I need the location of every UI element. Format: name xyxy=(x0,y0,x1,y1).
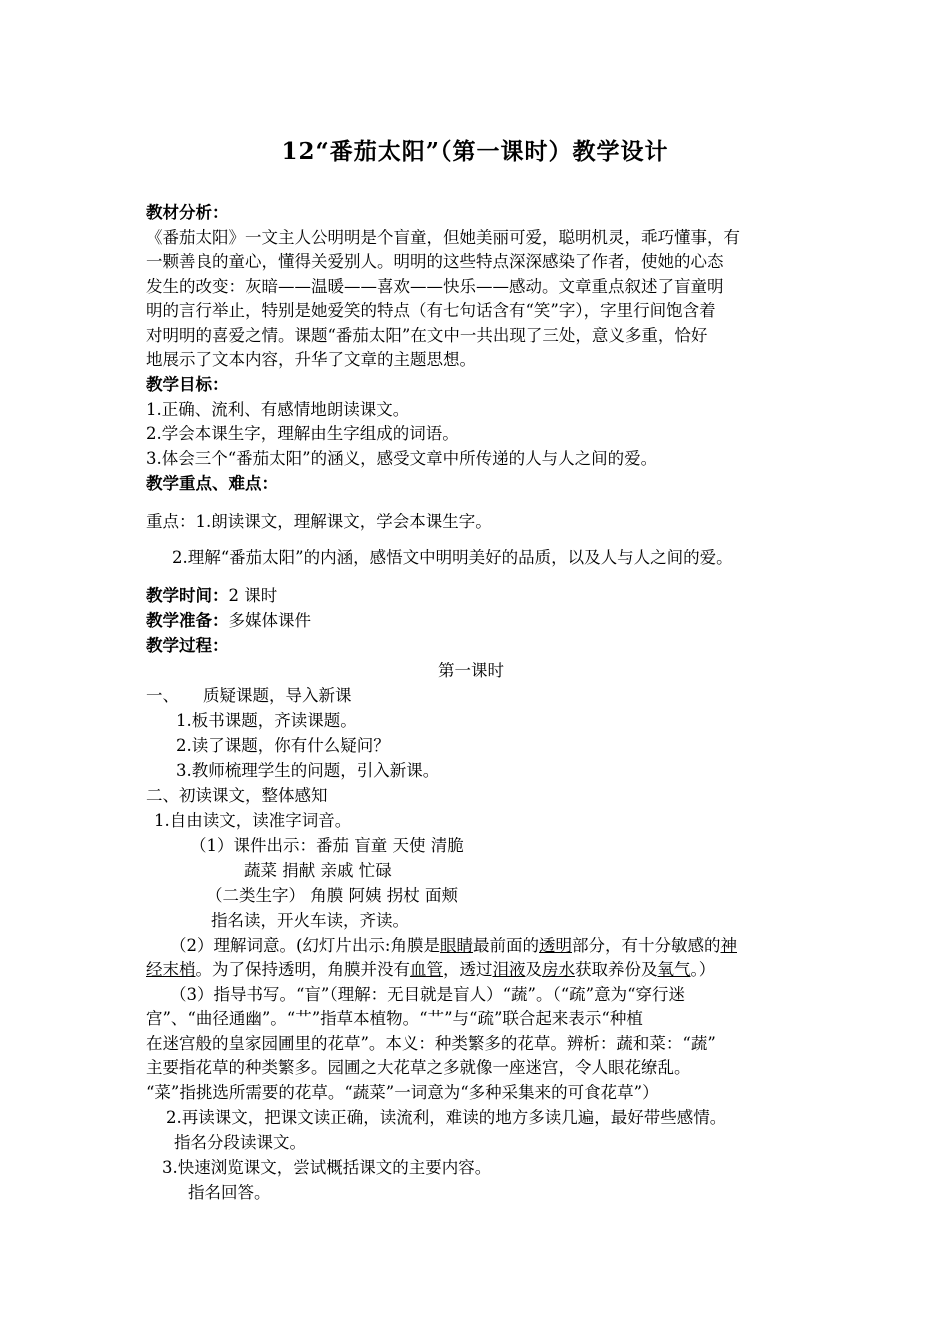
underlined-term: 房水 xyxy=(542,960,575,979)
definition-line xyxy=(146,958,715,982)
document-title: 12“番茄太阳”（第一课时）教学设计 xyxy=(281,138,669,165)
definition-text: （2）理解词意。(幻灯片出示:角膜是 xyxy=(170,936,440,955)
underlined-term: 眼睛 xyxy=(440,936,473,955)
reading-note: 指名读，开火车读，齐读。 xyxy=(211,911,409,930)
definition-text: 部分，有十分敏感的 xyxy=(572,936,721,955)
writing-guide-line: 宫”、“曲径通幽”。“艹”指草本植物。“艹”与“疏”联合起来表示“种植 xyxy=(146,1009,643,1028)
reading-note: 指名分段读课文。 xyxy=(174,1133,306,1152)
goal-item: 1.正确、流利、有感情地朗读课文。 xyxy=(146,400,410,419)
writing-guide-line: “菜”指挑选所需要的花草。“蔬菜”一词意为“多种采集来的可食花草”） xyxy=(146,1083,659,1102)
writing-guide-line: （3）指导书写。“盲”（理解：无目就是盲人）“蔬”。（“疏”意为“穿行迷 xyxy=(170,985,686,1004)
definition-text: 。） xyxy=(690,960,716,979)
analysis-line: 明的言行举止，特别是她爱笑的特点（有七句话含有“笑”字），字里行间饱含着 xyxy=(146,301,716,320)
definition-text: 获取养份及 xyxy=(575,960,658,979)
writing-guide-line: 主要指花草的种类繁多。园圃之大花草之多就像一座迷宫，令人眼花缭乱。 xyxy=(146,1058,691,1077)
section-two-item: 3.快速浏览课文，尝试概括课文的主要内容。 xyxy=(162,1158,492,1177)
section-one-item: 2.读了课题，你有什么疑问？ xyxy=(176,736,390,755)
writing-guide-line: 在迷宫般的皇家园圃里的花草”。本义：种类繁多的花草。辨析：蔬和菜：“蔬” xyxy=(146,1034,716,1053)
definition-text: 最前面的 xyxy=(473,936,539,955)
key-point-line: 2.理解“番茄太阳”的内涵，感悟文中明明美好的品质，以及人与人之间的爱。 xyxy=(172,548,733,567)
goal-item: 3.体会三个“番茄太阳”的涵义，感受文章中所传递的人与人之间的爱。 xyxy=(146,449,658,468)
analysis-line: 《番茄太阳》一文主人公明明是个盲童，但她美丽可爱，聪明机灵，乖巧懂事，有 xyxy=(146,228,740,247)
underlined-term: 氧气 xyxy=(657,960,691,979)
underlined-term: 泪液 xyxy=(492,960,526,979)
teaching-time-label: 教学时间： xyxy=(146,586,229,605)
underlined-term: 透明 xyxy=(539,936,572,955)
definition-text: 。为了保持透明，角膜并没有 xyxy=(195,960,410,979)
key-points-heading: 教学重点、难点： xyxy=(146,474,278,493)
section-one-number: 一、 xyxy=(146,686,179,705)
definition-text: 及 xyxy=(525,960,542,979)
teaching-prep-value: 多媒体课件 xyxy=(228,611,311,630)
section-two-item: 2.再读课文，把课文读正确，读流利，难读的地方多读几遍，最好带些感情。 xyxy=(166,1108,727,1127)
underlined-term: 神 xyxy=(720,936,737,955)
section-one-item: 1.板书课题，齐读课题。 xyxy=(176,711,357,730)
lesson-label: 第一课时 xyxy=(438,661,504,680)
goal-item: 2.学会本课生字，理解由生字组成的词语。 xyxy=(146,424,459,443)
analysis-line: 发生的改变：灰暗——温暖——喜欢——快乐——感动。文章重点叙述了盲童明 xyxy=(146,277,724,296)
reading-note: 指名回答。 xyxy=(188,1183,271,1202)
section-one-item: 3.教师梳理学生的问题，引入新课。 xyxy=(176,761,440,780)
teaching-prep-label: 教学准备： xyxy=(146,611,229,630)
teaching-time-value: 2 课时 xyxy=(228,586,278,605)
goals-heading: 教学目标： xyxy=(146,375,229,394)
analysis-heading: 教材分析： xyxy=(146,203,229,222)
vocabulary-line: （1）课件出示：番茄 盲童 天使 清脆 xyxy=(190,836,464,855)
teaching-time xyxy=(146,584,277,608)
key-point-line: 重点：1.朗读课文，理解课文，学会本课生字。 xyxy=(146,512,492,531)
vocabulary-line: （二类生字） 角膜 阿姨 拐杖 面颊 xyxy=(206,886,458,905)
analysis-line: 对明明的喜爱之情。课题“番茄太阳”在文中一共出现了三处，意义多重，恰好 xyxy=(146,326,708,345)
definition-line xyxy=(170,934,737,958)
underlined-term: 血管 xyxy=(410,960,443,979)
underlined-term: 经末梢 xyxy=(146,960,196,979)
section-two-title: 二、初读课文，整体感知 xyxy=(146,786,328,805)
analysis-line: 地展示了文本内容，升华了文章的主题思想。 xyxy=(146,350,476,369)
analysis-line: 一颗善良的童心，懂得关爱别人。明明的这些特点深深感染了作者，使她的心态 xyxy=(146,252,724,271)
vocabulary-line: 蔬菜 捐献 亲戚 忙碌 xyxy=(244,861,392,880)
section-one-title: 质疑课题，导入新课 xyxy=(203,686,352,705)
section-two-item: 1.自由读文，读准字词音。 xyxy=(154,811,352,830)
teaching-prep xyxy=(146,609,311,633)
process-heading: 教学过程： xyxy=(146,636,229,655)
definition-text: ，透过 xyxy=(443,960,493,979)
